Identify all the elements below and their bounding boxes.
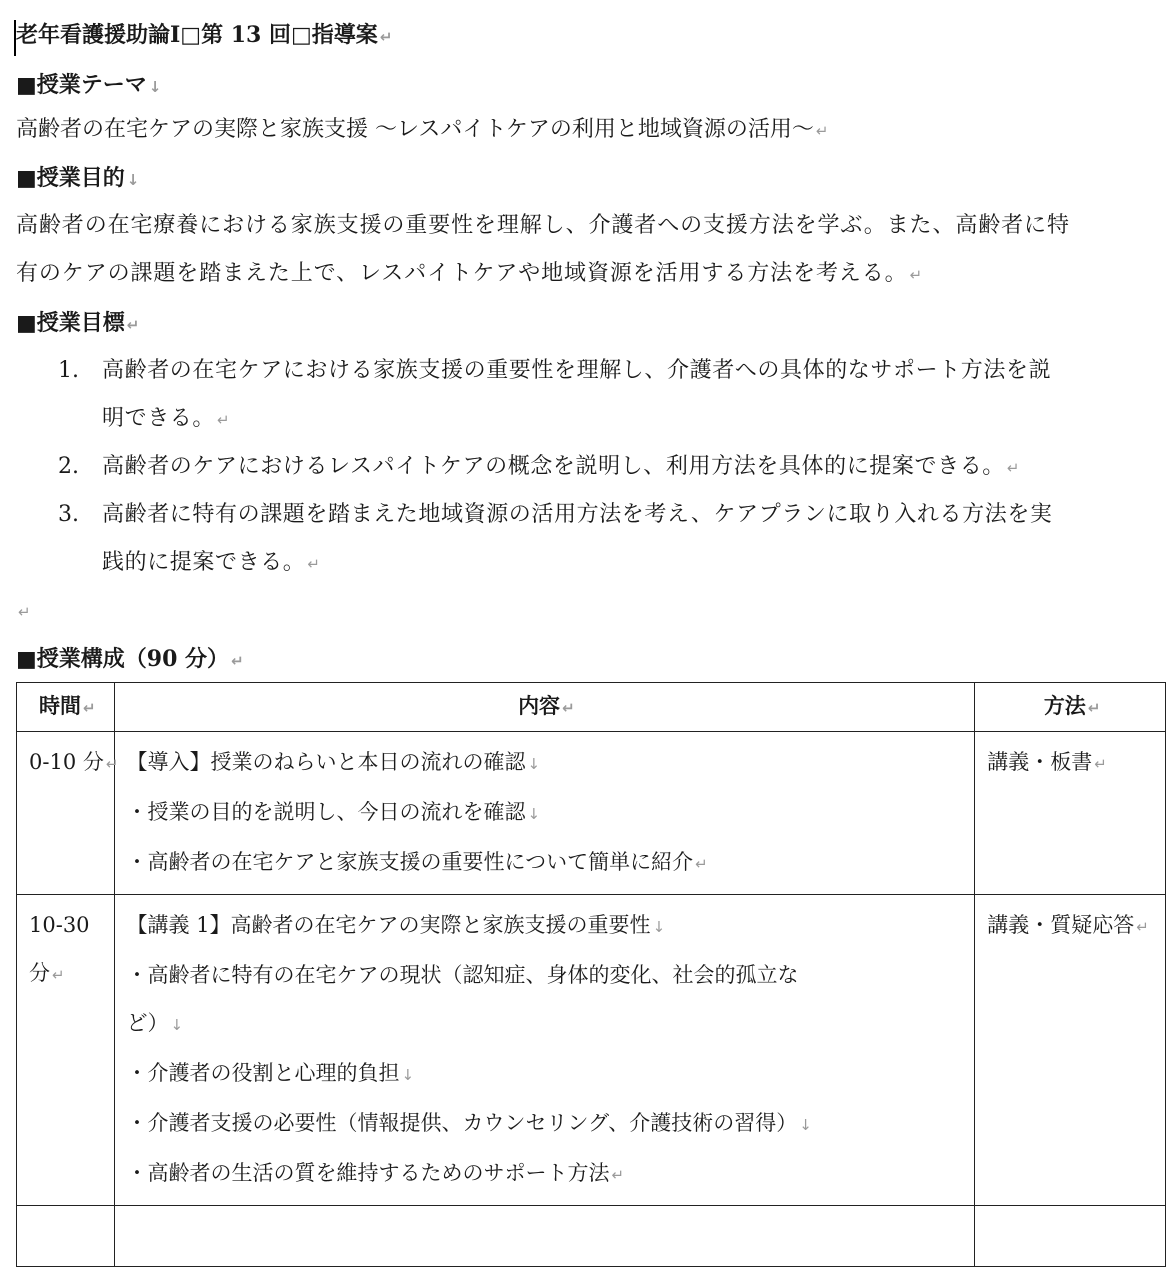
- content-cell[interactable]: 【導入】授業のねらいと本日の流れの確認 ↓ ・授業の目的を説明し、今日の流れを確認 ↓ ・高齢者の在宅ケアと家族支援の重要性について簡単に紹介 ↵: [114, 732, 975, 895]
- theme-heading[interactable]: ■授業テーマ ↓: [16, 72, 162, 98]
- goal-number: 2.: [58, 454, 79, 479]
- table-row: [17, 732, 1166, 895]
- goal-text: 高齢者に特有の課題を踏まえた地域資源の活用方法を考え、ケアプランに取り入れる方法を実: [102, 502, 1053, 527]
- theme-text[interactable]: 高齢者の在宅ケアの実際と家族支援 〜レスパイトケアの利用と地域資源の活用〜 ↵: [16, 117, 829, 142]
- header-method[interactable]: 方法 ↵: [975, 683, 1166, 732]
- time-cell[interactable]: 0-10 分 ↵: [17, 732, 115, 895]
- method-cell[interactable]: [975, 1206, 1166, 1267]
- lesson-plan-table: [16, 682, 1166, 1267]
- purpose-text-line-2[interactable]: 有のケアの課題を踏まえた上で、レスパイトケアや地域資源を活用する方法を考える。 ↵: [16, 261, 924, 286]
- table-row: [17, 1206, 1166, 1267]
- goal-text: 高齢者の在宅ケアにおける家族支援の重要性を理解し、介護者への具体的なサポート方法を説: [102, 358, 1052, 383]
- header-time[interactable]: 時間 ↵: [17, 683, 115, 732]
- purpose-heading[interactable]: ■授業目的 ↓: [16, 165, 140, 191]
- purpose-text-line-1[interactable]: 高齢者の在宅療養における家族支援の重要性を理解し、介護者への支援方法を学ぶ。また、高齢者に特: [16, 213, 1070, 238]
- goal-text: 明できる。 ↵: [102, 406, 231, 431]
- time-cell[interactable]: [17, 1206, 115, 1267]
- document-title[interactable]: 老年看護援助論Ⅰ□第 13 回□指導案 ↵: [16, 22, 393, 48]
- table-header-row: [17, 683, 1166, 732]
- empty-paragraph[interactable]: ↵: [18, 603, 31, 621]
- method-cell[interactable]: 講義・板書 ↵: [975, 732, 1166, 895]
- structure-heading[interactable]: ■授業構成（90 分） ↵: [16, 646, 244, 672]
- content-cell[interactable]: [114, 1206, 975, 1267]
- goal-text: 践的に提案できる。 ↵: [102, 550, 321, 575]
- goal-number: 3.: [58, 502, 79, 527]
- goal-number: 1.: [58, 358, 79, 383]
- time-cell[interactable]: 10-30 分 ↵: [17, 895, 115, 1206]
- content-cell[interactable]: 【講義 1】高齢者の在宅ケアの実際と家族支援の重要性 ↓ ・高齢者に特有の在宅ケアの現状（認知症、身体的変化、社会的孤立な ど） ↓ ・介護者の役割と心理的負担 ↓ ・介護者支援の必要性（情報提供、カウンセリング、介護技術の習得） ↓ ・高齢者の生活の質を維持するためのサポート方法 ↵: [114, 895, 975, 1206]
- table-row: [17, 895, 1166, 1206]
- goals-heading[interactable]: ■授業目標 ↵: [16, 310, 140, 336]
- method-cell[interactable]: 講義・質疑応答 ↵: [975, 895, 1166, 1206]
- header-content[interactable]: 内容 ↵: [114, 683, 975, 732]
- goal-text: 高齢者のケアにおけるレスパイトケアの概念を説明し、利用方法を具体的に提案できる。 ↵: [102, 454, 1021, 479]
